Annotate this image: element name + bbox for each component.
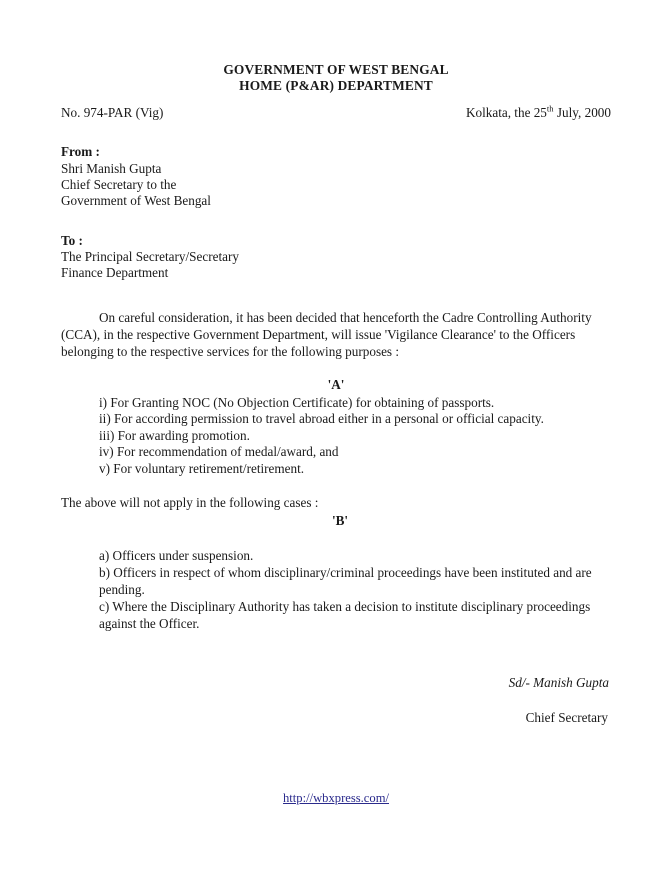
header-line-department: HOME (P&AR) DEPARTMENT (239, 78, 433, 94)
body-paragraph (61, 309, 611, 361)
from-block (61, 144, 611, 208)
list-item: iv) For recommendation of medal/award, and (99, 444, 339, 460)
list-item: a) Officers under suspension. (99, 547, 254, 563)
reference-date-row (61, 105, 611, 121)
header-line-government: GOVERNMENT OF WEST BENGAL (223, 62, 449, 77)
section-a-marker: 'A' (327, 376, 345, 392)
exception-lead-in: The above will not apply in the following cases : (61, 494, 319, 510)
list-item: c) Where the Disciplinary Authority has taken a decision to institute disciplinary proceedings against the Officer. (99, 599, 591, 632)
list-item: v) For voluntary retirement/retirement. (99, 461, 305, 477)
signature-block (61, 675, 611, 726)
list-item: i) For Granting NOC (No Objection Certificate) for obtaining of passports. (99, 394, 495, 410)
signatory-name: Sd/- Manish Gupta (508, 674, 609, 690)
from-line: Government of West Bengal (61, 192, 211, 208)
list-item: ii) For according permission to travel abroad either in a personal or official capacity. (99, 411, 544, 427)
document-header (61, 0, 611, 94)
section-b-marker: 'B' (331, 512, 349, 528)
date-prefix: Kolkata, the 25 (465, 105, 547, 121)
from-line: Shri Manish Gupta (61, 160, 162, 176)
to-label: To : (61, 232, 83, 248)
section-a-list (61, 395, 611, 478)
list-item: iii) For awarding promotion. (99, 427, 250, 443)
document-date (466, 105, 611, 121)
to-line: The Principal Secretary/Secretary (61, 248, 239, 264)
section-b-list (61, 547, 611, 633)
document-content (61, 0, 611, 726)
body-paragraph-text: On careful consideration, it has been decided that henceforth the Cadre Controlling Authority (CCA), in the respective Government Department, will issue 'Vigilance Clearance' to the Officers belonging to the respective services for the following purposes : (61, 310, 592, 360)
to-line: Finance Department (61, 264, 169, 280)
date-suffix: July, 2000 (553, 105, 611, 121)
list-item: b) Officers in respect of whom disciplinary/criminal proceedings have been instituted and are pending. (99, 564, 592, 598)
reference-number: No. 974-PAR (Vig) (61, 105, 164, 121)
to-block (61, 233, 611, 281)
signatory-designation: Chief Secretary (525, 709, 608, 725)
source-link[interactable]: http://wbxpress.com/ (283, 791, 389, 805)
date-ordinal-suffix: th (546, 104, 554, 115)
from-label: From : (61, 144, 100, 160)
footer (0, 789, 672, 807)
from-line: Chief Secretary to the (61, 176, 177, 192)
